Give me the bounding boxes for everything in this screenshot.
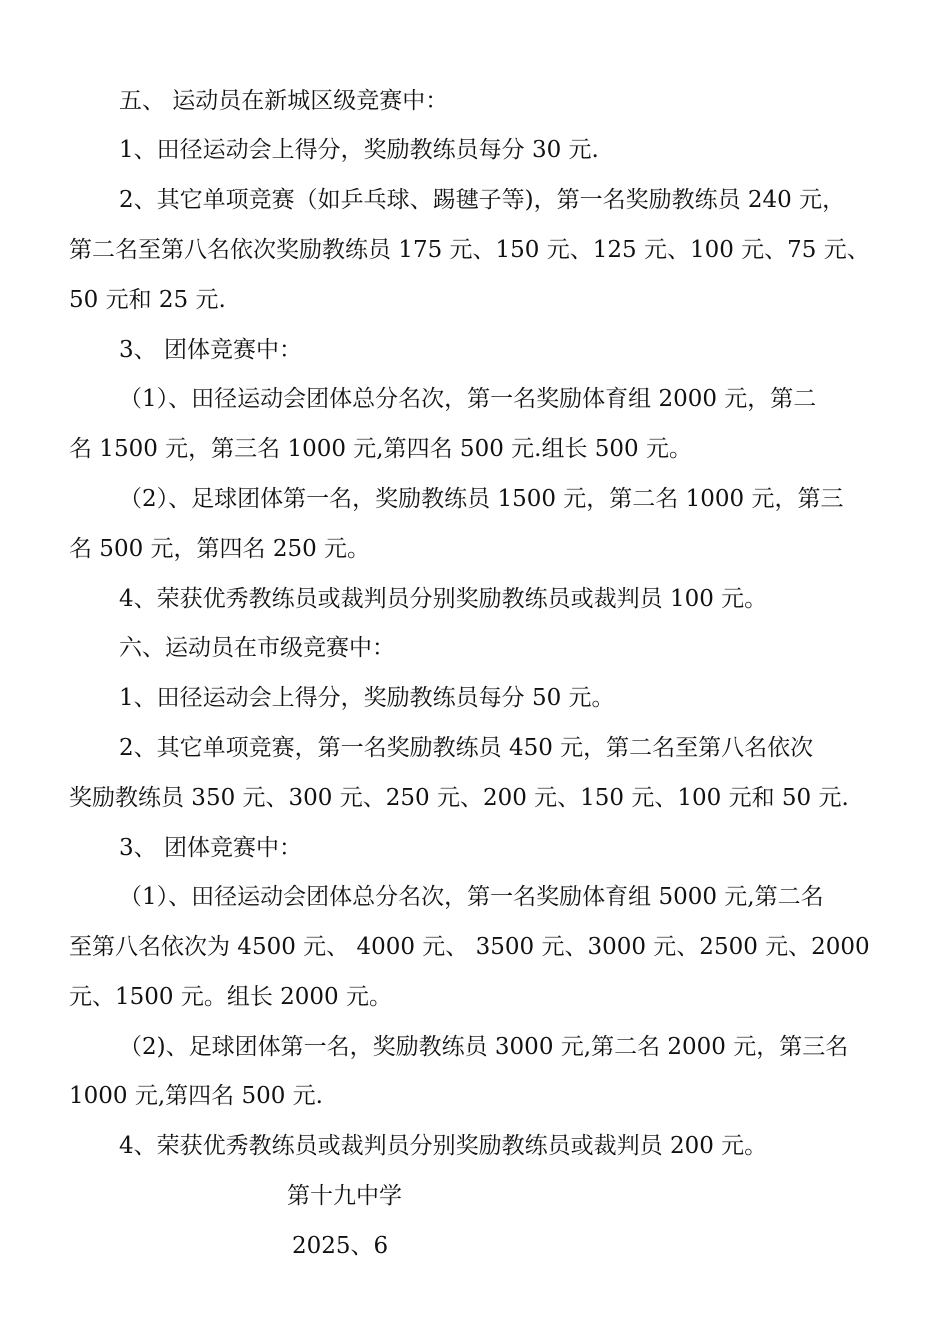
section5-item3-heading: 3、 团体竞赛中： [119, 337, 302, 363]
section6-item3-2-line2: 1000 元,第四名 500 元. [69, 1083, 323, 1109]
section5-item3-1-line1: （1）、田径运动会团体总分名次，第一名奖励体育组 2000 元，第二 [119, 386, 817, 412]
section5-item2-line2: 第二名至第八名依次奖励教练员 175 元、150 元、125 元、100 元、75 元、 [69, 237, 870, 263]
section6-item3-2-line1: （2)、足球团体第一名，奖励教练员 3000 元,第二名 2000 元，第三名 [119, 1034, 849, 1060]
section5-item2-line1: 2、其它单项竞赛（如乒乓球、踢毽子等)，第一名奖励教练员 240 元， [119, 187, 846, 213]
section6-item3-1-line2: 至第八名依次为 4500 元、 4000 元、 3500 元、3000 元、2500 元、2000 [69, 934, 870, 960]
section6-item2-line2: 奖励教练员 350 元、300 元、250 元、200 元、150 元、100 元和 50 元. [69, 785, 849, 811]
signature-organization: 第十九中学 [287, 1183, 402, 1209]
section6-item2-line1: 2、其它单项竞赛，第一名奖励教练员 450 元，第二名至第八名依次 [119, 735, 814, 761]
section5-item2-line3: 50 元和 25 元. [69, 287, 226, 313]
section6-item3-1-line3: 元、1500 元。组长 2000 元。 [69, 984, 392, 1010]
section6-item3-heading: 3、 团体竞赛中： [119, 835, 302, 861]
section5-heading: 五、 运动员在新城区级竞赛中： [119, 88, 449, 114]
section6-item4: 4、荣获优秀教练员或裁判员分别奖励教练员或裁判员 200 元。 [119, 1133, 768, 1159]
signature-date: 2025、6 [292, 1233, 389, 1259]
section5-item3-1-line2: 名 1500 元，第三名 1000 元,第四名 500 元.组长 500 元。 [69, 436, 692, 462]
section5-item1: 1、田径运动会上得分，奖励教练员每分 30 元. [119, 137, 599, 163]
section6-heading: 六、运动员在市级竞赛中： [119, 635, 395, 661]
section5-item3-2-line2: 名 500 元，第四名 250 元。 [69, 536, 371, 562]
section5-item4: 4、荣获优秀教练员或裁判员分别奖励教练员或裁判员 100 元。 [119, 586, 768, 612]
section5-item3-2-line1: （2）、足球团体第一名，奖励教练员 1500 元，第二名 1000 元，第三 [119, 486, 844, 512]
section6-item1: 1、田径运动会上得分，奖励教练员每分 50 元。 [119, 685, 615, 711]
section6-item3-1-line1: （1）、田径运动会团体总分名次，第一名奖励体育组 5000 元,第二名 [119, 884, 824, 910]
